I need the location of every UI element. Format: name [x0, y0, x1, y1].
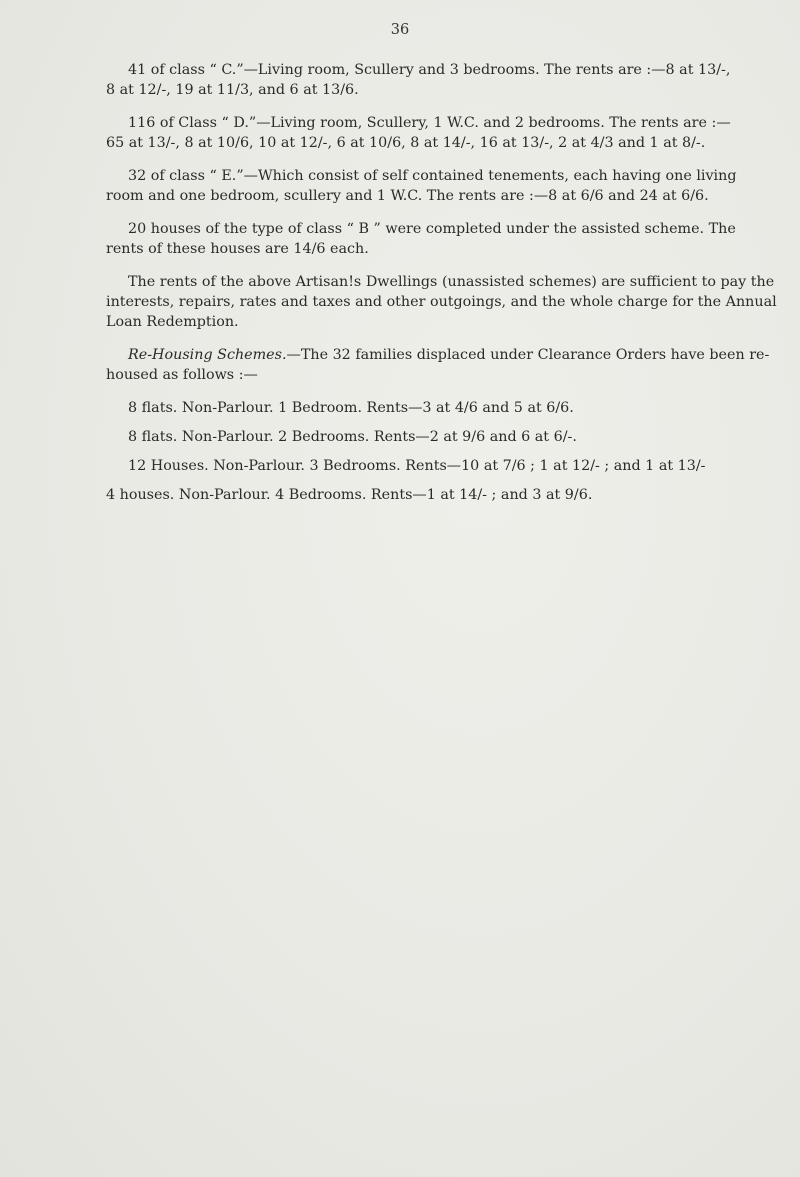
paragraph-line: rents of these houses are 14/6 each.	[106, 241, 369, 257]
paragraph-line: housed as follows :—	[106, 367, 258, 383]
paragraph-line: 41 of class “ C.”—Living room, Scullery and 3 bedrooms. The rents are :—8 at 13/-,	[128, 62, 731, 78]
rehousing-list	[106, 398, 714, 505]
paragraph-line: 116 of Class “ D.”—Living room, Scullery, 1 W.C. and 2 bedrooms. The rents are :—	[128, 115, 731, 131]
list-item: 12 Houses. Non-Parlour. 3 Bedrooms. Rents—10 at 7/6 ; 1 at 12/- ; and 1 at 13/-	[128, 458, 706, 474]
paragraph-line: 65 at 13/-, 8 at 10/6, 10 at 12/-, 6 at 10/6, 8 at 14/-, 16 at 13/-, 2 at 4/3 and 1 at 8/-.	[106, 135, 706, 151]
paragraph-line: The rents of the above Artisan!s Dwellings (unassisted schemes) are sufficient to pay the	[128, 274, 775, 290]
paragraph-text: —The 32 families displaced under Clearance Orders have been re-	[286, 347, 770, 363]
page-number: 36	[390, 22, 410, 38]
paragraph-class-e	[106, 166, 737, 206]
list-item: 8 flats. Non-Parlour. 2 Bedrooms. Rents—2 at 9/6 and 6 at 6/-.	[128, 429, 577, 445]
paragraph-class-b	[106, 219, 736, 259]
paragraph-line	[106, 345, 770, 365]
paragraph-artisans-dwellings	[106, 272, 777, 332]
paragraph-class-d	[106, 113, 731, 153]
paragraph-line: Loan Redemption.	[106, 314, 239, 330]
paragraph-line: interests, repairs, rates and taxes and other outgoings, and the whole charge for the Annual	[106, 294, 777, 310]
section-heading: Re-Housing Schemes.	[128, 347, 287, 363]
list-item: 8 flats. Non-Parlour. 1 Bedroom. Rents—3 at 4/6 and 5 at 6/6.	[128, 400, 574, 416]
list-item: 4 houses. Non-Parlour. 4 Bedrooms. Rents—1 at 14/- ; and 3 at 9/6.	[106, 487, 593, 503]
paragraph-rehousing-schemes	[106, 345, 770, 385]
paragraph-line: room and one bedroom, scullery and 1 W.C. The rents are :—8 at 6/6 and 24 at 6/6.	[106, 188, 709, 204]
paragraph-class-c	[106, 60, 731, 100]
paragraph-line: 8 at 12/-, 19 at 11/3, and 6 at 13/6.	[106, 82, 359, 98]
paragraph-line: 32 of class “ E.”—Which consist of self contained tenements, each having one living	[128, 168, 737, 184]
document-body	[106, 60, 777, 514]
paragraph-line: 20 houses of the type of class “ B ” were completed under the assisted scheme. The	[128, 221, 736, 237]
